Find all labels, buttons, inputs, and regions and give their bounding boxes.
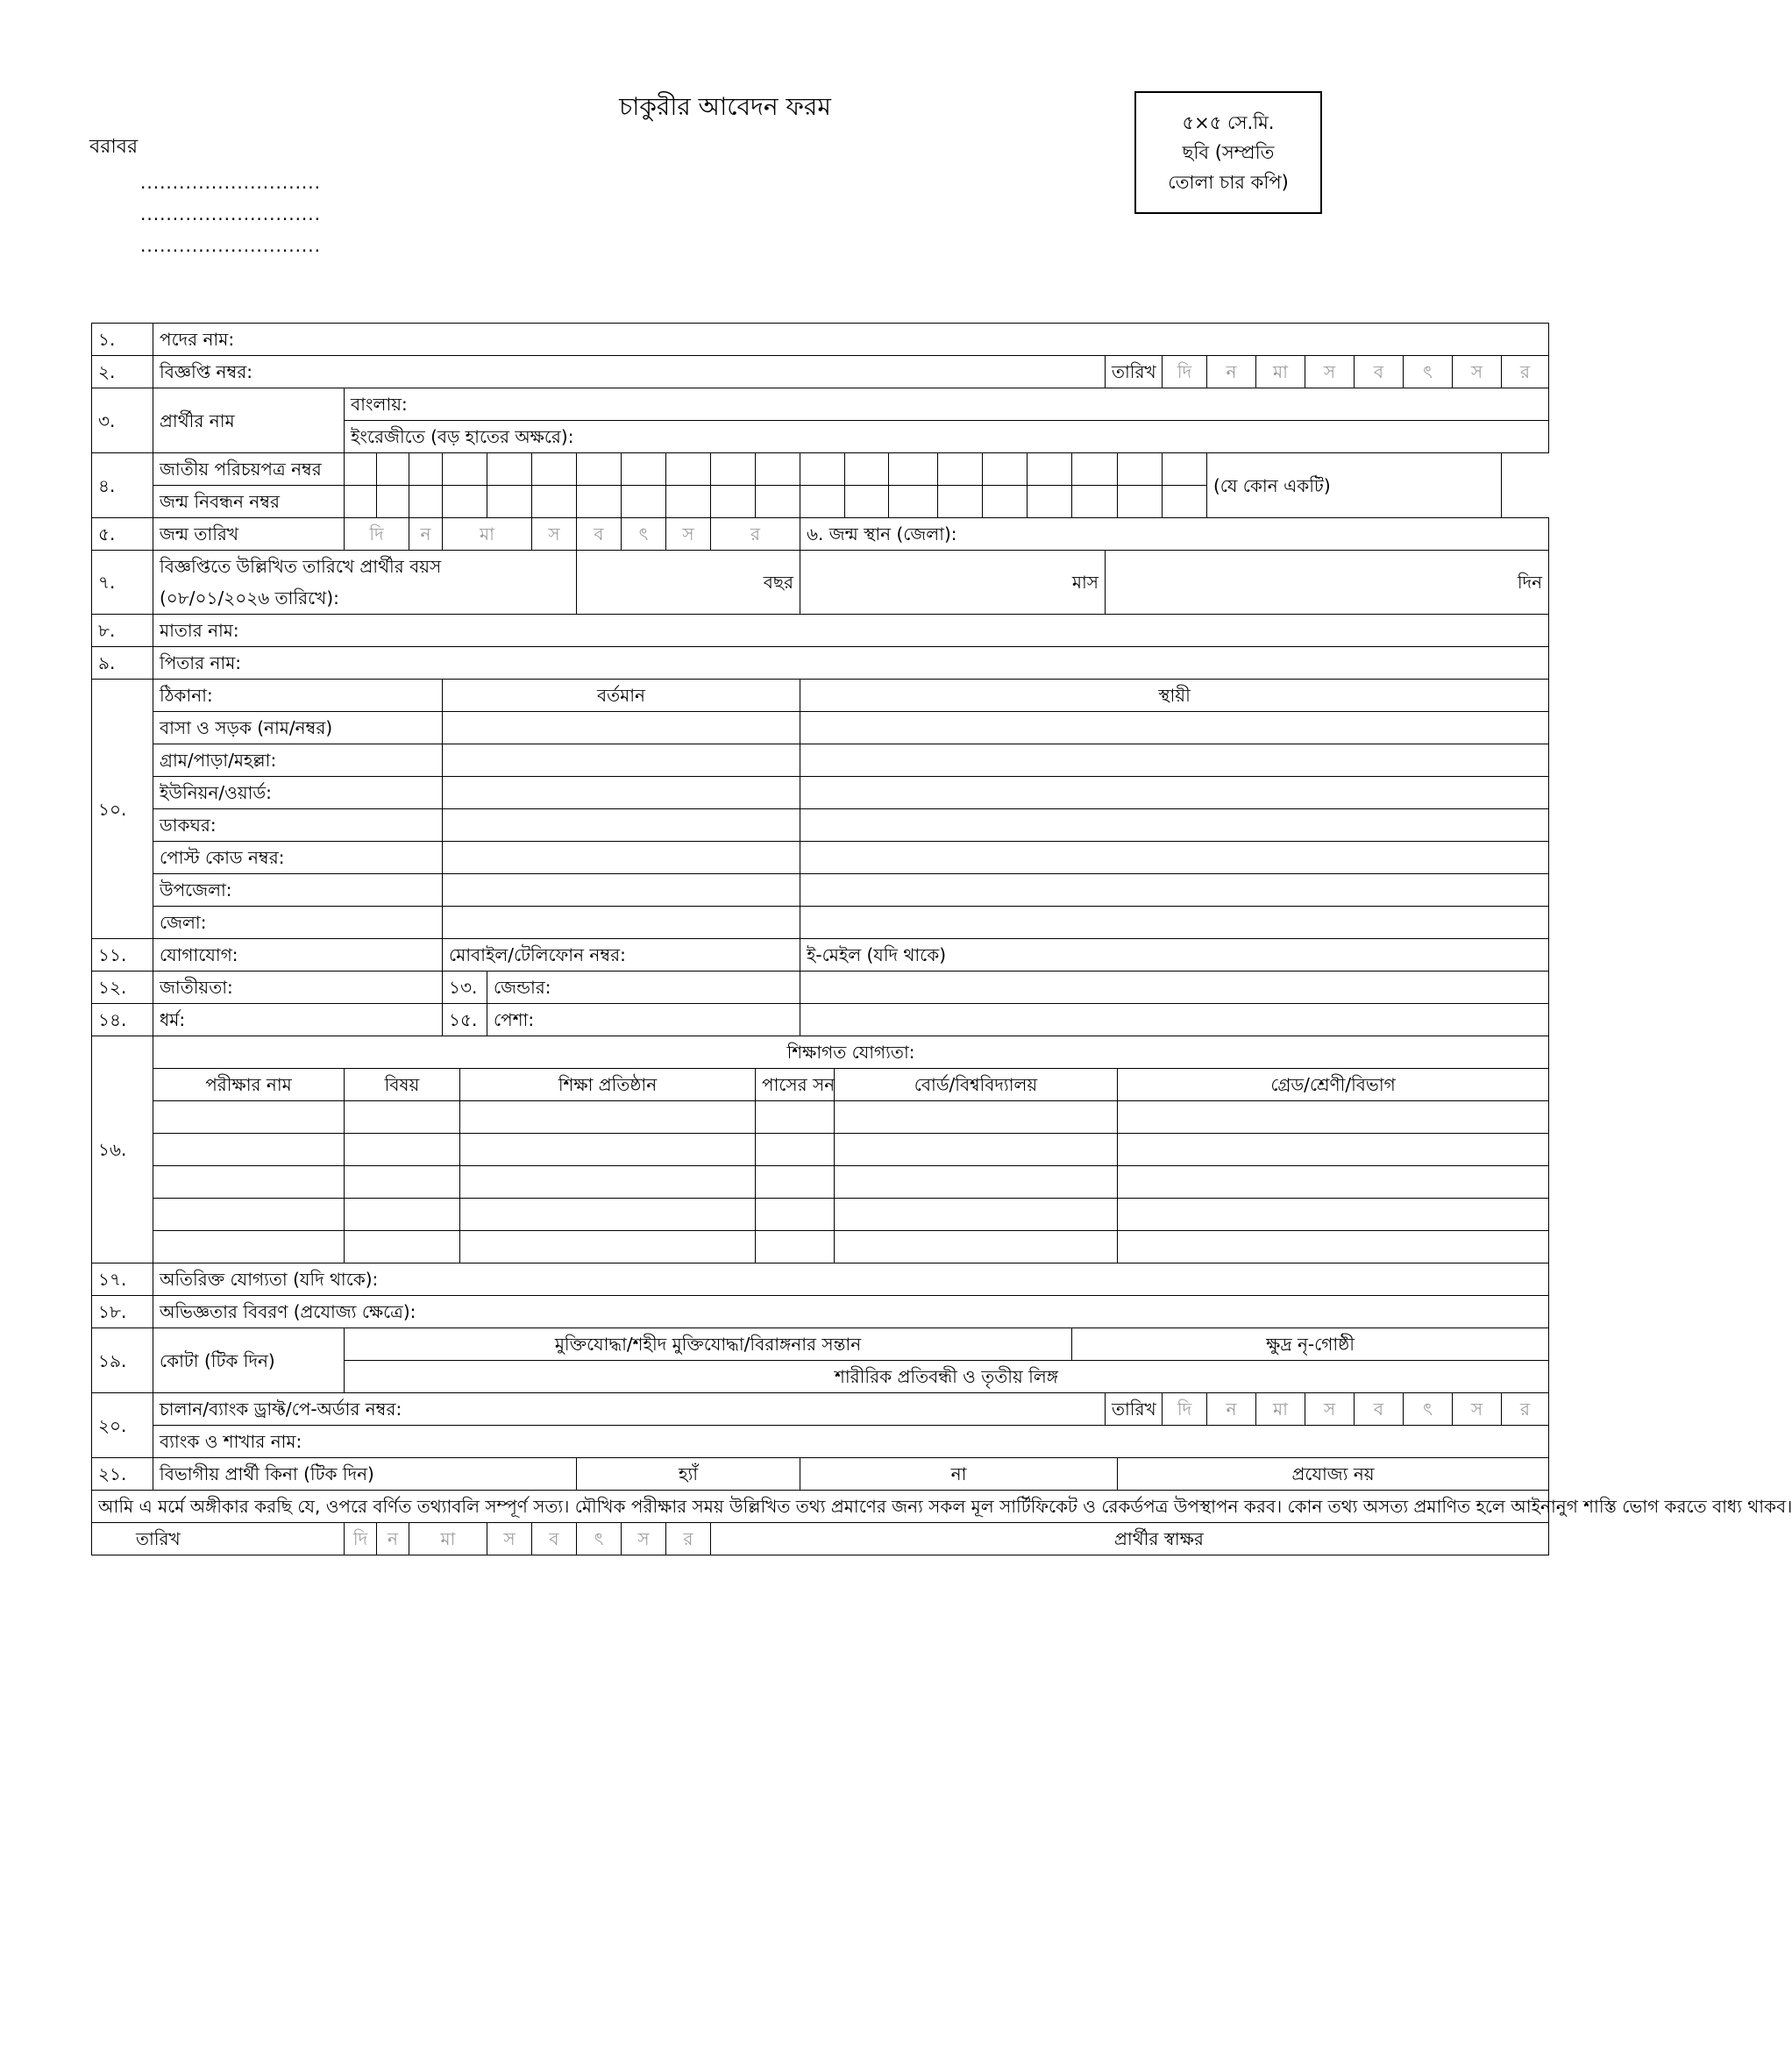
date-box[interactable]: র [711, 518, 800, 551]
row-number: ১০. [92, 680, 153, 939]
birth-reg-digit-box[interactable] [532, 486, 577, 518]
age-days-field[interactable]: দিন [1106, 551, 1549, 615]
date-box[interactable]: ব [1355, 356, 1404, 388]
edu-cell[interactable] [153, 1231, 345, 1263]
education-row [92, 1166, 1549, 1199]
address-row [92, 712, 1549, 744]
edu-cell[interactable] [153, 1134, 345, 1166]
row-additional-qualification [92, 1263, 1549, 1296]
row-number: ১৭. [92, 1263, 153, 1296]
edu-cell[interactable] [756, 1199, 835, 1231]
nid-digit-box[interactable] [1118, 453, 1163, 486]
address-field-label: উপজেলা: [153, 874, 443, 907]
name-english-field[interactable]: ইংরেজীতে (বড় হাতের অক্ষরে): [345, 421, 1549, 453]
date-box[interactable]: ৎ [1404, 356, 1453, 388]
age-label-sub: (০৮/০১/২০২৬ তারিখে): [160, 587, 339, 609]
row-birth-date [92, 518, 1549, 551]
edu-cell[interactable] [345, 1134, 460, 1166]
birth-reg-label: জন্ম নিবন্ধন নম্বর [153, 486, 345, 518]
edu-cell[interactable] [756, 1101, 835, 1134]
permanent-address-cell[interactable] [800, 907, 1549, 939]
photo-box-line: তোলা চার কপি) [1168, 172, 1289, 193]
birth-reg-digit-box[interactable] [1028, 486, 1072, 518]
edu-cell[interactable] [345, 1101, 460, 1134]
birth-reg-digit-box[interactable] [756, 486, 800, 518]
nid-digit-box[interactable] [666, 453, 711, 486]
edu-cell[interactable] [153, 1199, 345, 1231]
edu-cell[interactable] [460, 1101, 756, 1134]
permanent-address-header: স্থায়ী [800, 680, 1549, 712]
row-footer [92, 1523, 1549, 1555]
education-row [92, 1134, 1549, 1166]
permanent-address-cell[interactable] [800, 712, 1549, 744]
edu-cell[interactable] [756, 1166, 835, 1199]
quota-label: কোটা (টিক দিন) [153, 1328, 345, 1393]
address-label: ঠিকানা: [153, 680, 443, 712]
birth-reg-digit-box[interactable] [577, 486, 622, 518]
date-box[interactable]: র [666, 1523, 711, 1555]
date-box[interactable]: মা [1256, 1393, 1305, 1426]
row-contact [92, 939, 1549, 972]
birth-reg-digit-box[interactable] [1072, 486, 1118, 518]
nid-digit-box[interactable] [345, 453, 377, 486]
edu-cell[interactable] [460, 1166, 756, 1199]
edu-header-subject: বিষয় [345, 1069, 460, 1101]
occupation-field[interactable]: পেশা: [487, 1004, 800, 1036]
edu-cell[interactable] [153, 1166, 345, 1199]
birth-date-label: জন্ম তারিখ [153, 518, 345, 551]
address-field-label: জেলা: [153, 907, 443, 939]
birth-reg-digit-box[interactable] [345, 486, 377, 518]
birth-reg-digit-box[interactable] [622, 486, 666, 518]
edu-cell[interactable] [835, 1231, 1118, 1263]
quota-ethnic-minority[interactable]: ক্ষুদ্র নৃ-গোষ্ঠী [1072, 1328, 1549, 1361]
post-name-field[interactable]: পদের নাম: [153, 324, 1549, 356]
row-number: ১১. [92, 939, 153, 972]
additional-qualification-field[interactable]: অতিরিক্ত যোগ্যতা (যদি থাকে): [153, 1263, 1549, 1296]
row-number: ৮. [92, 615, 153, 647]
birth-reg-digit-box[interactable] [983, 486, 1028, 518]
education-column-headers [92, 1069, 1549, 1101]
permanent-address-cell[interactable] [800, 842, 1549, 874]
row-post-name [92, 324, 1549, 356]
age-years-field[interactable]: বছর [577, 551, 800, 615]
education-row [92, 1101, 1549, 1134]
age-months-field[interactable]: মাস [800, 551, 1106, 615]
date-label: তারিখ [1106, 356, 1163, 388]
date-box[interactable]: ন [377, 1523, 409, 1555]
email-field[interactable]: ই-মেইল (যদি থাকে) [800, 939, 1549, 972]
nid-digit-box[interactable] [1028, 453, 1072, 486]
address-field-label: ইউনিয়ন/ওয়ার্ড: [153, 777, 443, 809]
date-box[interactable]: স [487, 1523, 532, 1555]
row-number: ১৫. [443, 1004, 487, 1036]
edu-cell[interactable] [756, 1134, 835, 1166]
departmental-yes[interactable]: হ্যাঁ [577, 1458, 800, 1491]
row-experience [92, 1296, 1549, 1328]
present-address-cell[interactable] [443, 874, 800, 907]
edu-cell[interactable] [756, 1231, 835, 1263]
date-box[interactable]: স [1305, 1393, 1355, 1426]
education-row [92, 1199, 1549, 1231]
date-box[interactable]: ন [409, 518, 443, 551]
date-box[interactable]: দি [345, 1523, 377, 1555]
father-name-field[interactable]: পিতার নাম: [153, 647, 1549, 680]
date-box[interactable]: দি [345, 518, 409, 551]
row-father-name [92, 647, 1549, 680]
row-bank-branch [92, 1426, 1549, 1458]
birth-reg-digit-box[interactable] [1118, 486, 1163, 518]
declaration-text: আমি এ মর্মে অঙ্গীকার করছি যে, ওপরে বর্ণিত তথ্যাবলি সম্পূর্ণ সত্য। মৌখিক পরীক্ষার সময় উল্লিখিত তথ্য প্রমাণের জন্য সকল মূল সার্টিফিকেট ও রেকর্ডপত্র উপস্থাপন করব। কোন তথ্য অসত্য প্রমাণিত হলে আইনানুগ শাস্তি ভোগ করতে বাধ্য থাকব। [92, 1491, 1549, 1523]
row-number: ২০. [92, 1393, 153, 1458]
nid-digit-box[interactable] [577, 453, 622, 486]
date-box[interactable]: স [1453, 1393, 1502, 1426]
education-row [92, 1231, 1549, 1263]
date-box[interactable]: ৎ [622, 518, 666, 551]
edu-cell[interactable] [345, 1199, 460, 1231]
row-nationality [92, 972, 1549, 1004]
nid-note: (যে কোন একটি) [1207, 453, 1502, 518]
row-applicant-name [92, 388, 1549, 421]
row-departmental [92, 1458, 1549, 1491]
signature-label: প্রার্থীর স্বাক্ষর [711, 1523, 1549, 1555]
name-bangla-field[interactable]: বাংলায়: [345, 388, 1549, 421]
photo-box-line: ছবি (সম্প্রতি [1182, 142, 1275, 163]
present-address-cell[interactable] [443, 712, 800, 744]
bank-branch-field[interactable]: ব্যাংক ও শাখার নাম: [153, 1426, 1549, 1458]
addressee-dots: ............................ [140, 235, 322, 256]
present-address-cell[interactable] [443, 809, 800, 842]
address-row [92, 874, 1549, 907]
date-box[interactable]: ৎ [1404, 1393, 1453, 1426]
quota-freedom-fighter[interactable]: মুক্তিযোদ্ধা/শহীদ মুক্তিযোদ্ধা/বিরাঙ্গনার সন্তান [345, 1328, 1072, 1361]
row-challan [92, 1393, 1549, 1426]
nid-label: জাতীয় পরিচয়পত্র নম্বর [153, 453, 345, 486]
date-box[interactable]: র [1502, 1393, 1549, 1426]
edu-cell[interactable] [1118, 1134, 1549, 1166]
edu-cell[interactable] [153, 1101, 345, 1134]
row-number: ১৬. [92, 1036, 153, 1263]
birth-reg-digit-box[interactable] [889, 486, 938, 518]
row-declaration [92, 1491, 1549, 1523]
edu-cell[interactable] [460, 1231, 756, 1263]
gender-value-cell[interactable] [800, 972, 1549, 1004]
education-title: শিক্ষাগত যোগ্যতা: [153, 1036, 1549, 1069]
addressee-dots: ............................ [140, 203, 322, 224]
edu-cell[interactable] [1118, 1101, 1549, 1134]
edu-header-grade: গ্রেড/শ্রেণী/বিভাগ [1118, 1069, 1549, 1101]
address-field-label: পোস্ট কোড নম্বর: [153, 842, 443, 874]
address-row [92, 842, 1549, 874]
departmental-label: বিভাগীয় প্রার্থী কিনা (টিক দিন) [153, 1458, 577, 1491]
present-address-header: বর্তমান [443, 680, 800, 712]
date-box[interactable]: ব [577, 518, 622, 551]
edu-cell[interactable] [835, 1134, 1118, 1166]
row-number: ২১. [92, 1458, 153, 1491]
address-row [92, 907, 1549, 939]
permanent-address-cell[interactable] [800, 809, 1549, 842]
edu-cell[interactable] [345, 1231, 460, 1263]
experience-field[interactable]: অভিজ্ঞতার বিবরণ (প্রযোজ্য ক্ষেত্রে): [153, 1296, 1549, 1328]
footer-date-label: তারিখ [92, 1523, 345, 1555]
address-field-label: গ্রাম/পাড়া/মহল্লা: [153, 744, 443, 777]
nid-digit-box[interactable] [938, 453, 983, 486]
present-address-cell[interactable] [443, 777, 800, 809]
address-field-label: ডাকঘর: [153, 809, 443, 842]
nid-digit-box[interactable] [443, 453, 487, 486]
birth-reg-digit-box[interactable] [711, 486, 756, 518]
date-box[interactable]: স [622, 1523, 666, 1555]
date-box[interactable]: র [1502, 356, 1549, 388]
address-row [92, 744, 1549, 777]
nid-digit-box[interactable] [983, 453, 1028, 486]
birth-reg-digit-box[interactable] [409, 486, 443, 518]
phone-field[interactable]: মোবাইল/টেলিফোন নম্বর: [443, 939, 800, 972]
birth-reg-digit-box[interactable] [487, 486, 532, 518]
birth-reg-digit-box[interactable] [1163, 486, 1207, 518]
row-number: ১৩. [443, 972, 487, 1004]
departmental-not-applicable[interactable]: প্রযোজ্য নয় [1118, 1458, 1549, 1491]
nid-digit-box[interactable] [622, 453, 666, 486]
mother-name-field[interactable]: মাতার নাম: [153, 615, 1549, 647]
row-quota [92, 1328, 1549, 1361]
edu-cell[interactable] [835, 1199, 1118, 1231]
birthplace-field[interactable]: ৬. জন্ম স্থান (জেলা): [800, 518, 1549, 551]
edu-header-board: বোর্ড/বিশ্ববিদ্যালয় [835, 1069, 1118, 1101]
edu-cell[interactable] [1118, 1199, 1549, 1231]
row-number: ৩. [92, 388, 153, 453]
nationality-field[interactable]: জাতীয়তা: [153, 972, 443, 1004]
age-label [153, 551, 577, 615]
date-label: তারিখ [1106, 1393, 1163, 1426]
present-address-cell[interactable] [443, 907, 800, 939]
nid-digit-box[interactable] [711, 453, 756, 486]
nid-digit-box[interactable] [1163, 453, 1207, 486]
date-box[interactable]: স [666, 518, 711, 551]
row-number: ১৮. [92, 1296, 153, 1328]
nid-digit-box[interactable] [889, 453, 938, 486]
edu-cell[interactable] [1118, 1231, 1549, 1263]
date-box[interactable]: ৎ [577, 1523, 622, 1555]
edu-cell[interactable] [460, 1199, 756, 1231]
row-number: ২. [92, 356, 153, 388]
present-address-cell[interactable] [443, 842, 800, 874]
birth-reg-digit-box[interactable] [377, 486, 409, 518]
nid-digit-box[interactable] [487, 453, 532, 486]
age-label-line: বিজ্ঞপ্তিতে উল্লিখিত তারিখে প্রার্থীর বয়স [160, 556, 442, 577]
address-row [92, 809, 1549, 842]
date-box[interactable]: দি [1163, 356, 1207, 388]
nid-digit-box[interactable] [377, 453, 409, 486]
date-box[interactable]: মা [443, 518, 532, 551]
birth-reg-digit-box[interactable] [938, 486, 983, 518]
addressee-dots: ............................ [140, 172, 322, 193]
birth-reg-digit-box[interactable] [666, 486, 711, 518]
row-age [92, 551, 1549, 615]
edu-cell[interactable] [345, 1166, 460, 1199]
occupation-value-cell[interactable] [800, 1004, 1549, 1036]
edu-header-year: পাসের সন [756, 1069, 835, 1101]
row-address-header [92, 680, 1549, 712]
date-box[interactable]: স [532, 518, 577, 551]
nid-digit-box[interactable] [1072, 453, 1118, 486]
application-form-table [91, 323, 1792, 1555]
birth-reg-digit-box[interactable] [845, 486, 889, 518]
row-number: ১৪. [92, 1004, 153, 1036]
edu-header-exam: পরীক্ষার নাম [153, 1069, 345, 1101]
edu-header-institution: শিক্ষা প্রতিষ্ঠান [460, 1069, 756, 1101]
row-mother-name [92, 615, 1549, 647]
row-number: ৪. [92, 453, 153, 518]
nid-digit-box[interactable] [756, 453, 800, 486]
address-field-label: বাসা ও সড়ক (নাম/নম্বর) [153, 712, 443, 744]
permanent-address-cell[interactable] [800, 874, 1549, 907]
gender-field[interactable]: জেন্ডার: [487, 972, 800, 1004]
row-number: ১২. [92, 972, 153, 1004]
row-number: ১৯. [92, 1328, 153, 1393]
row-number: ৭. [92, 551, 153, 615]
date-box[interactable]: দি [1163, 1393, 1207, 1426]
row-religion [92, 1004, 1549, 1036]
challan-number-field[interactable]: চালান/ব্যাংক ড্রাফ্ট/পে-অর্ডার নম্বর: [153, 1393, 1106, 1426]
row-number: ১. [92, 324, 153, 356]
row-education-header [92, 1036, 1549, 1069]
religion-field[interactable]: ধর্ম: [153, 1004, 443, 1036]
circular-number-field[interactable]: বিজ্ঞপ্তি নম্বর: [153, 356, 1106, 388]
quota-disabled-third-gender[interactable]: শারীরিক প্রতিবন্ধী ও তৃতীয় লিঙ্গ [345, 1361, 1549, 1393]
row-nid [92, 453, 1549, 486]
present-address-cell[interactable] [443, 744, 800, 777]
departmental-no[interactable]: না [800, 1458, 1118, 1491]
birth-reg-digit-box[interactable] [800, 486, 845, 518]
permanent-address-cell[interactable] [800, 777, 1549, 809]
birth-reg-digit-box[interactable] [443, 486, 487, 518]
nid-digit-box[interactable] [409, 453, 443, 486]
page-title: চাকুরীর আবেদন ফরম [619, 92, 831, 121]
nid-digit-box[interactable] [800, 453, 845, 486]
address-row [92, 777, 1549, 809]
edu-cell[interactable] [835, 1166, 1118, 1199]
row-number: ৫. [92, 518, 153, 551]
row-circular-number [92, 356, 1549, 388]
edu-cell[interactable] [1118, 1166, 1549, 1199]
nid-digit-box[interactable] [845, 453, 889, 486]
date-box[interactable]: মা [409, 1523, 487, 1555]
nid-digit-box[interactable] [532, 453, 577, 486]
photo-box-line: ৫×৫ সে.মি. [1182, 112, 1275, 133]
edu-cell[interactable] [460, 1134, 756, 1166]
addressee-label: বরাবর [89, 136, 139, 158]
row-number: ৯. [92, 647, 153, 680]
date-box[interactable]: ব [1355, 1393, 1404, 1426]
contact-label: যোগাযোগ: [153, 939, 443, 972]
date-box[interactable]: ন [1207, 1393, 1256, 1426]
permanent-address-cell[interactable] [800, 744, 1549, 777]
edu-cell[interactable] [835, 1101, 1118, 1134]
applicant-name-label: প্রার্থীর নাম [153, 388, 345, 453]
date-box[interactable]: স [1305, 356, 1355, 388]
date-box[interactable]: ব [532, 1523, 577, 1555]
date-box[interactable]: ন [1207, 356, 1256, 388]
date-box[interactable]: মা [1256, 356, 1305, 388]
photo-box [1134, 91, 1322, 214]
date-box[interactable]: স [1453, 356, 1502, 388]
